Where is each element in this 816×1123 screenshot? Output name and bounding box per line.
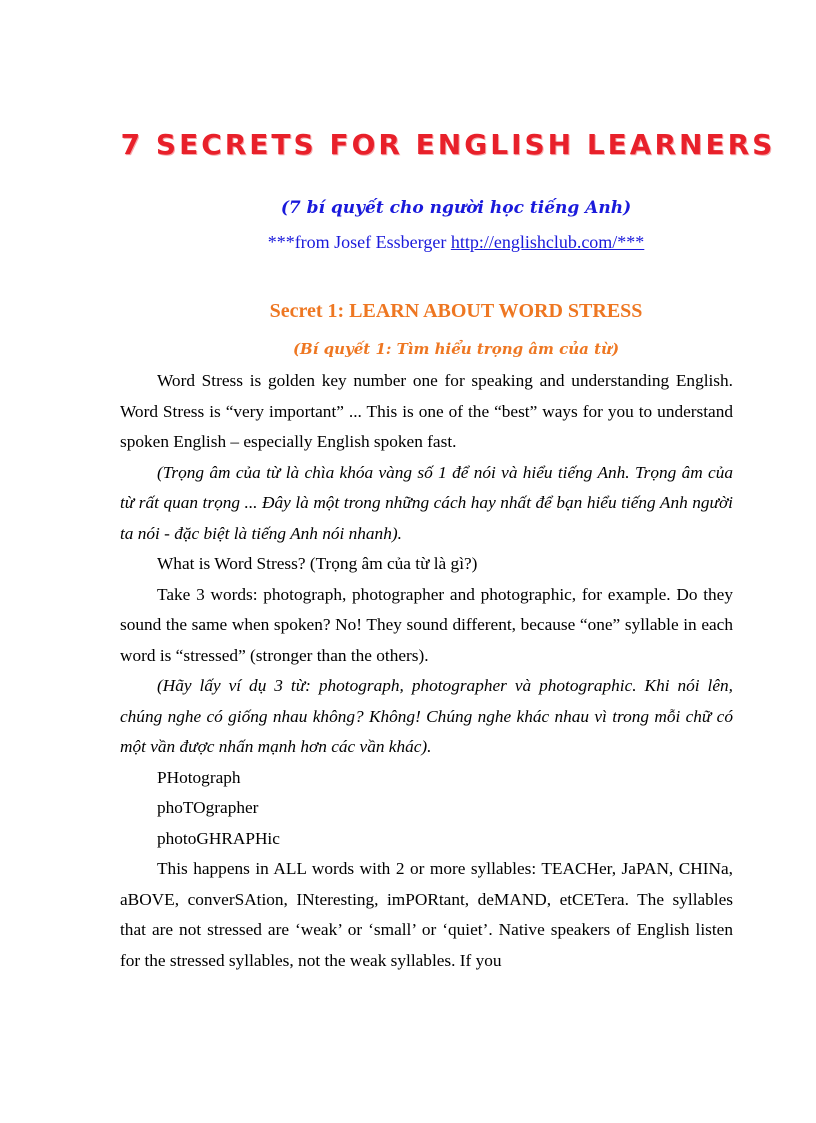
paragraph-all-words-syllables: This happens in ALL words with 2 or more syllables: TEACHer, JaPAN, CHINa, aBOVE, converSAtion, INteresting, imPORtant, deMAND, etCETera. The syllables that are not stressed are ‘weak’ or ‘small’ or ‘quiet’. Native speakers of English listen for the stressed syllables, not the weak syllables. If you bbox=[120, 859, 733, 970]
source-author: ***from Josef Essberger bbox=[267, 232, 451, 252]
document-title: 7 SECRETS FOR ENGLISH LEARNERS bbox=[120, 128, 776, 161]
source-attribution bbox=[48, 232, 816, 253]
body-text bbox=[120, 366, 733, 976]
paragraph-three-words-example: Take 3 words: photograph, photographer and photographic, for example. Do they sound the same when spoken? No! They sound different, because “one” syllable in each word is “stressed” (stronger than the others). bbox=[120, 584, 733, 665]
example-word-photographic: photoGHRAPHic bbox=[157, 828, 280, 848]
paragraph-word-stress-intro-vn: (Trọng âm của từ là chìa khóa vàng số 1 để nói và hiểu tiếng Anh. Trọng âm của từ rất quan trọng ... Đây là một trong những cách hay nhất để bạn hiểu tiếng Anh người ta nói - đặc biệt là tiếng Anh nói nhanh). bbox=[120, 462, 733, 543]
document-subtitle-vietnamese: (7 bí quyết cho người học tiếng Anh) bbox=[280, 198, 632, 218]
paragraph-what-is-word-stress: What is Word Stress? (Trọng âm của từ là gì?) bbox=[157, 554, 478, 573]
source-link[interactable]: http://englishclub.com/*** bbox=[450, 232, 645, 252]
section-subheading-vietnamese: (Bí quyết 1: Tìm hiểu trọng âm của từ) bbox=[292, 340, 620, 358]
section-heading: Secret 1: LEARN ABOUT WORD STRESS bbox=[269, 300, 643, 322]
paragraph-word-stress-intro: Word Stress is golden key number one for speaking and understanding English. Word Stress is “very important” ... This is one of the “best” ways for you to understand spoken English – especially English spoken fast. bbox=[120, 371, 733, 451]
example-word-photograph: PHotograph bbox=[157, 767, 241, 787]
example-word-photographer: phoTOgrapher bbox=[157, 798, 259, 817]
paragraph-three-words-example-vn: (Hãy lấy ví dụ 3 từ: photograph, photographer và photographic. Khi nói lên, chúng nghe có giống nhau không? Không! Chúng nghe khác nhau vì trong mỗi chữ có một vần được nhấn mạnh hơn các vần khác). bbox=[120, 676, 733, 756]
